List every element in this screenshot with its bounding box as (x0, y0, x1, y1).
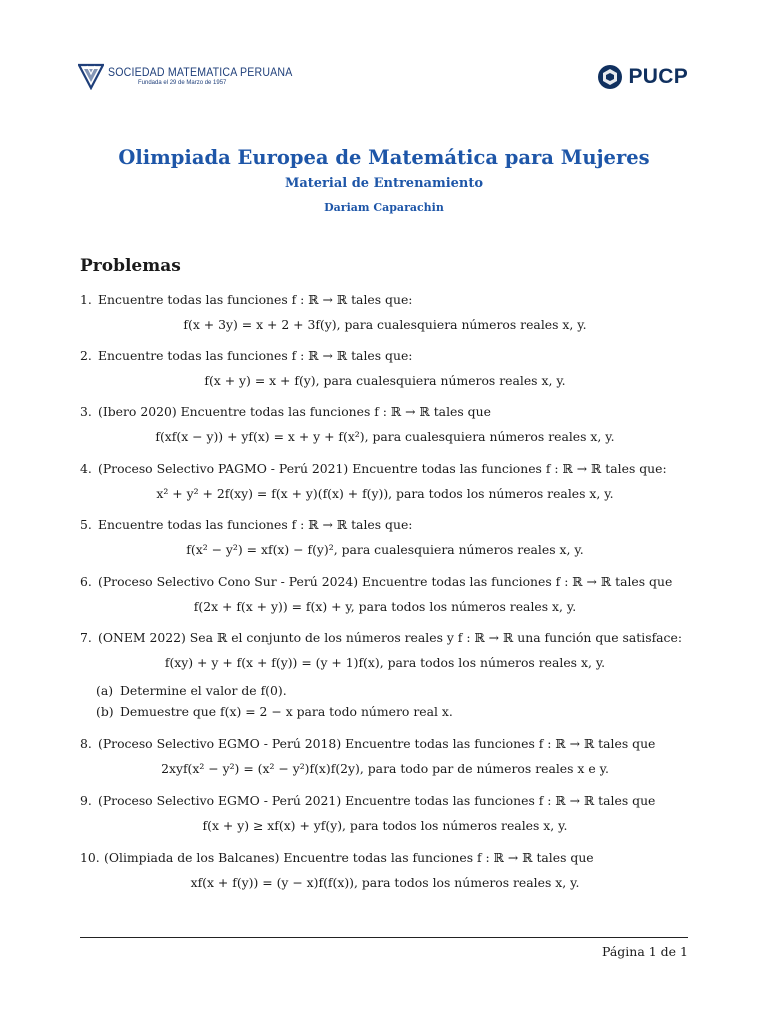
problem-7 (80, 630, 690, 720)
problem-statement: (Proceso Selectivo EGMO - Perú 2018) Encuentre todas las funciones f : ℝ → ℝ tales que (98, 736, 656, 751)
smp-logo (78, 62, 309, 90)
page-title: Olimpiada Europea de Matemática para Mujeres (118, 146, 650, 169)
problem-5 (80, 517, 690, 558)
problem-number: 7. (80, 630, 92, 645)
problem-number: 1. (80, 292, 92, 307)
problem-formula: f(xy) + y + f(x + f(y)) = (y + 1)f(x), para todos los números reales x, y. (164, 655, 606, 670)
smp-name: SOCIEDAD MATEMATICA PERUANA (108, 67, 293, 79)
sub-item-a (96, 683, 690, 699)
problem-formula: f(x + 3y) = x + 2 + 3f(y), para cualesquiera números reales x, y. (183, 317, 587, 332)
problem-formula: 2xyf(x² − y²) = (x² − y²)f(x)f(2y), para todo par de números reales x e y. (161, 761, 609, 776)
sub-item-text: Determine el valor de f(0). (120, 683, 287, 698)
problem-formula: f(x² − y²) = xf(x) − f(y)², para cualesquiera números reales x, y. (186, 542, 584, 557)
problem-number: 10. (80, 850, 100, 865)
problem-number: 4. (80, 461, 92, 476)
problem-number: 8. (80, 736, 92, 751)
problem-statement: (Proceso Selectivo Cono Sur - Perú 2024) Encuentre todas las funciones f : ℝ → ℝ tales que (98, 574, 673, 589)
problem-number: 3. (80, 404, 92, 419)
page-number: Página 1 de 1 (601, 944, 688, 959)
problem-1 (80, 292, 690, 333)
smp-founded: Fundada el 29 de Marzo de 1957 (138, 80, 227, 86)
problem-formula: f(2x + f(x + y)) = f(x) + y, para todos los números reales x, y. (193, 599, 577, 614)
smp-emblem-icon (78, 62, 104, 90)
pucp-wordmark: PUCP (628, 65, 688, 88)
page-header (78, 62, 688, 102)
problem-8 (80, 736, 690, 777)
problem-number: 9. (80, 793, 92, 808)
problem-statement: Encuentre todas las funciones f : ℝ → ℝ tales que: (98, 517, 413, 532)
problem-6 (80, 574, 690, 615)
problem-10 (80, 850, 690, 891)
pucp-logo (595, 64, 688, 90)
problem-statement: Encuentre todas las funciones f : ℝ → ℝ tales que: (98, 348, 413, 363)
problem-number: 6. (80, 574, 92, 589)
problem-9 (80, 793, 690, 834)
problem-statement: (Ibero 2020) Encuentre todas las funciones f : ℝ → ℝ tales que (98, 404, 491, 419)
sub-item-label: (a) (96, 683, 114, 698)
problem-number: 2. (80, 348, 92, 363)
problem-number: 5. (80, 517, 92, 532)
problem-statement: Encuentre todas las funciones f : ℝ → ℝ tales que: (98, 292, 413, 307)
problem-3 (80, 404, 690, 445)
sub-item-text: Demuestre que f(x) = 2 − x para todo número real x. (120, 704, 453, 719)
problem-formula: f(xf(x − y)) + yf(x) = x + y + f(x²), para cualesquiera números reales x, y. (155, 429, 615, 444)
page-subtitle: Material de Entrenamiento (284, 176, 484, 191)
footer-divider (80, 937, 688, 938)
problem-statement: (Proceso Selectivo EGMO - Perú 2021) Encuentre todas las funciones f : ℝ → ℝ tales que (98, 793, 656, 808)
sub-item-b (96, 704, 690, 720)
problem-statement: (ONEM 2022) Sea ℝ el conjunto de los números reales y f : ℝ → ℝ una función que satisface: (98, 630, 682, 645)
problem-formula: xf(x + f(y)) = (y − x)f(f(x)), para todos los números reales x, y. (190, 875, 580, 890)
author-name: Dariam Caparachin (324, 201, 444, 214)
problem-2 (80, 348, 690, 389)
problem-4 (80, 461, 690, 502)
sub-item-label: (b) (96, 704, 114, 719)
problem-formula: x² + y² + 2f(xy) = f(x + y)(f(x) + f(y)), para todos los números reales x, y. (156, 486, 614, 501)
problem-formula: f(x + y) = x + f(y), para cualesquiera números reales x, y. (204, 373, 566, 388)
section-title: Problemas (80, 256, 181, 276)
pucp-shield-icon (595, 64, 625, 90)
title-block (0, 144, 768, 215)
problem-formula: f(x + y) ≥ xf(x) + yf(y), para todos los números reales x, y. (202, 818, 568, 833)
problem-statement: (Olimpiada de los Balcanes) Encuentre todas las funciones f : ℝ → ℝ tales que (104, 850, 594, 865)
problem-statement: (Proceso Selectivo PAGMO - Perú 2021) Encuentre todas las funciones f : ℝ → ℝ tales que: (98, 461, 667, 476)
